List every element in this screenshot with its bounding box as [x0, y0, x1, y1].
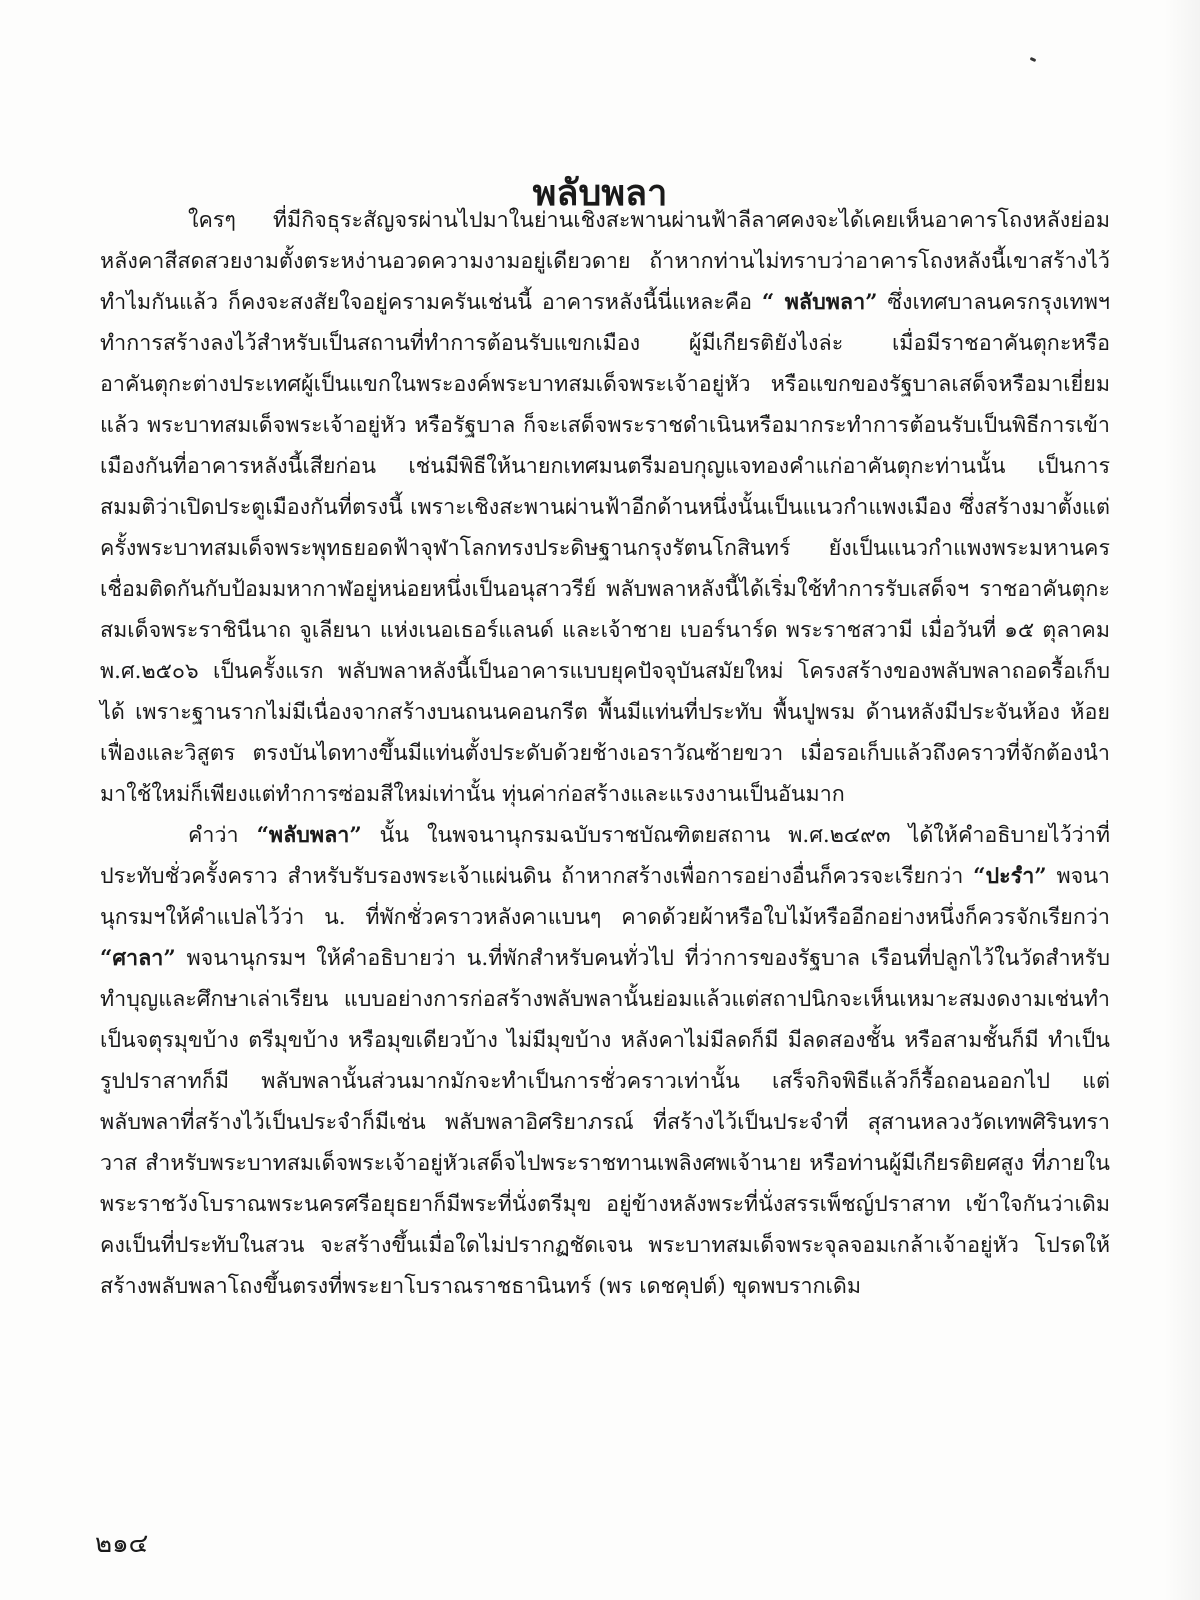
page-number: ๒๑๔ [95, 1529, 149, 1559]
paragraph-text: ซึ่งเทศบาลนครกรุงเทพฯ ทำการสร้างลงไว้สำหรับเป็นสถานที่ทำการต้อนรับแขกเมือง ผู้มีเกียรติยังไงล่ะ เมื่อมีราชอาคันตุกะหรืออาคันตุกะต่างประเทศผู้เป็นแขกในพระองค์พระบาทสมเด็จพระเจ้าอยู่หัว หรือแขกของรัฐบาลเสด็จหรือมาเยี่ยมแล้ว พระบาทสมเด็จพระเจ้าอยู่หัว หรือรัฐบาล ก็จะเสด็จพระราชดำเนินหรือมากระทำการต้อนรับเป็นพิธีการเข้าเมืองกันที่อาคารหลังนี้เสียก่อน เช่นมีพิธีให้นายกเทศมนตรีมอบกุญแจทองคำแก่อาคันตุกะท่านนั้น เป็นการสมมติว่าเปิดประตูเมืองกันที่ตรงนี้ เพราะเชิงสะพานผ่านฟ้าอีกด้านหนึ่งนั้นเป็นแนวกำแพงเมือง ซึ่งสร้างมาตั้งแต่ครั้งพระบาทสมเด็จพระพุทธยอดฟ้าจุฬาโลกทรงประดิษฐานกรุงรัตนโกสินทร์ ยังเป็นแนวกำแพงพระมหานคร เชื่อมติดกันกับป้อมมหากาฬอยู่หน่อยหนึ่งเป็นอนุสาวรีย์ พลับพลาหลังนี้ได้เริ่มใช้ทำการรับเสด็จฯ ราชอาคันตุกะสมเด็จพระราชินีนาถ จูเลียนา แห่งเนอเธอร์แลนด์ และเจ้าชาย เบอร์นาร์ด พระราชสวามี เมื่อวันที่ ๑๕ ตุลาคม พ.ศ.๒๕๐๖ เป็นครั้งแรก พลับพลาหลังนี้เป็นอาคารแบบยุคปัจจุบันสมัยใหม่ โครงสร้างของพลับพลาถอดรื้อเก็บได้ เพราะฐานรากไม่มีเนื่องจากสร้างบนถนนคอนกรีต พื้นมีแท่นที่ประทับ พื้นปูพรม ด้านหลังมีประจันห้อง ห้อยเฟื่องและวิสูตร ตรงบันไดทางขึ้นมีแท่นตั้งประดับด้วยช้างเอราวัณซ้ายขวา เมื่อรอเก็บแล้วถึงคราวที่จักต้องนำมาใช้ใหม่ก็เพียงแต่ทำการซ่อมสีใหม่เท่านั้น ทุ่นค่าก่อสร้างและแรงงานเป็นอันมาก [100, 290, 1110, 807]
paragraph-1 [100, 200, 1110, 815]
paragraph-text: ใครๆ ที่มีกิจธุระสัญจรผ่านไปมาในย่านเชิงสะพานผ่านฟ้าลีลาศคงจะได้เคยเห็นอาคารโถงหลังย่อม หลังคาสีสดสวยงามตั้งตระหง่านอวดความงามอยู่เดียวดาย ถ้าหากท่านไม่ทราบว่าอาคารโถงหลังนี้เขาสร้างไว้ทำไมกันแล้ว ก็คงจะสงสัยใจอยู่ครามครันเช่นนี้ อาคารหลังนี้นี่แหละคือ [100, 208, 1110, 315]
paragraph-text: นั้น ในพจนานุกรมฉบับราชบัณฑิตยสถาน พ.ศ.๒๔๙๓ ได้ให้คำอธิบายไว้ว่าที่ประทับชั่วครั้งคราว สำหรับรับรองพระเจ้าแผ่นดิน ถ้าหากสร้างเพื่อการอย่างอื่นก็ควรจะเรียกว่า [100, 823, 1110, 889]
paragraph-2 [100, 815, 1110, 1307]
paragraph-text: คำว่า [188, 823, 257, 848]
page-title: พลับพลา [532, 172, 668, 215]
scan-speck [1030, 57, 1037, 62]
bold-term: “พลับพลา” [256, 823, 362, 848]
bold-term: “ศาลา” [100, 946, 176, 971]
page-edge-shadow [1164, 0, 1200, 1600]
body-text [100, 200, 1110, 1307]
paragraph-text: พจนานุกรมฯให้คำแปลไว้ว่า น. ที่พักชั่วคราวหลังคาแบนๆ คาดด้วยผ้าหรือใบไม้หรืออีกอย่างหนึ่งก็ควรจักเรียกว่า [100, 864, 1111, 930]
bold-term: “ปะรำ” [973, 864, 1047, 889]
bold-term: “ พลับพลา” [761, 290, 878, 315]
paragraph-text: พจนานุกรมฯ ให้คำอธิบายว่า น.ที่พักสำหรับคนทั่วไป ที่ว่าการของรัฐบาล เรือนที่ปลูกไว้ในวัดสำหรับทำบุญและศึกษาเล่าเรียน แบบอย่างการก่อสร้างพลับพลานั้นย่อมแล้วแต่สถาปนิกจะเห็นเหมาะสมงดงามเช่นทำเป็นจตุรมุขบ้าง ตรีมุขบ้าง หรือมุขเดียวบ้าง ไม่มีมุขบ้าง หลังคาไม่มีลดก็มี มีลดสองชั้น หรือสามชั้นก็มี ทำเป็นรูปปราสาทก็มี พลับพลานั้นส่วนมากมักจะทำเป็นการชั่วคราวเท่านั้น เสร็จกิจพิธีแล้วก็รื้อถอนออกไป แต่พลับพลาที่สร้างไว้เป็นประจำก็มีเช่น พลับพลาอิศริยาภรณ์ ที่สร้างไว้เป็นประจำที่ สุสานหลวงวัดเทพศิรินทราวาส สำหรับพระบาทสมเด็จพระเจ้าอยู่หัวเสด็จไปพระราชทานเพลิงศพเจ้านาย หรือท่านผู้มีเกียรติยศสูง ที่ภายในพระราชวังโบราณพระนครศรีอยุธยาก็มีพระที่นั่งตรีมุข อยู่ข้างหลังพระที่นั่งสรรเพ็ชญ์ปราสาท เข้าใจกันว่าเดิมคงเป็นที่ประทับในสวน จะสร้างขึ้นเมื่อใดไม่ปรากฏชัดเจน พระบาทสมเด็จพระจุลจอมเกล้าเจ้าอยู่หัว โปรดให้สร้างพลับพลาโถงขึ้นตรงที่พระยาโบราณราชธานินทร์ (พร เดชคุปต์) ขุดพบรากเดิม [100, 946, 1110, 1299]
